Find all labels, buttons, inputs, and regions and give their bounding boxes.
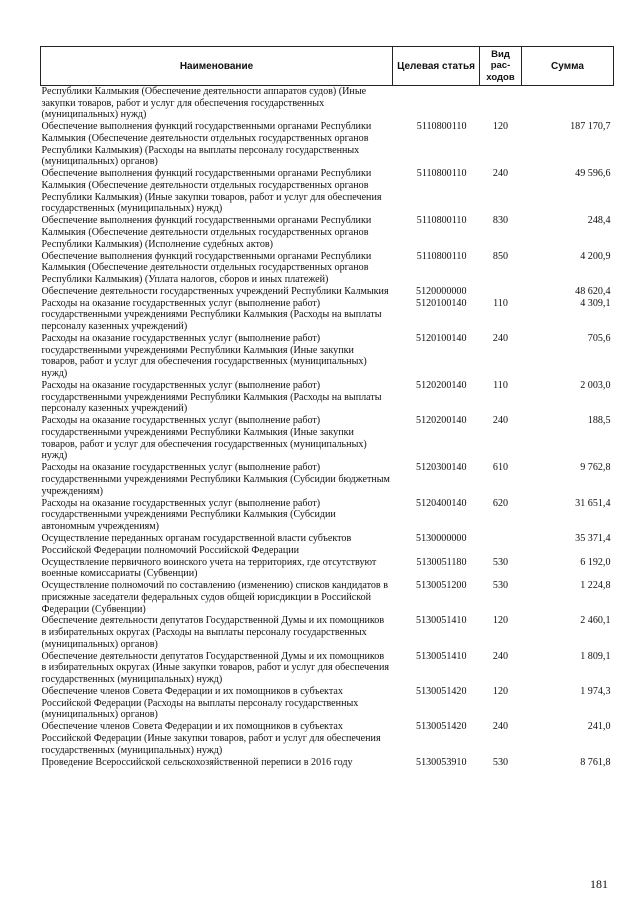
row-expense-type-cell: 850: [492, 250, 509, 262]
row-sum-cell: 31 651,4: [575, 497, 611, 509]
row-name-cell: Обеспечение выполнения функций государственными органами Республики Калмыкия (Обеспечение деятельности отдельных государственных органов Республики Калмыкия) (Иные закупки товаров, работ и услуг для обеспечения государственных (муниципальных) нужд): [41, 168, 382, 215]
table-row: [41, 121, 614, 168]
row-target-article-cell: 5130051420: [416, 686, 467, 698]
row-expense-type-cell: 120: [492, 686, 509, 698]
row-sum-cell: 1 974,3: [580, 686, 611, 698]
table-row: [41, 721, 614, 756]
header-target-article: Целевая статья: [393, 47, 480, 86]
row-name-cell: Расходы на оказание государственных услуг (выполнение работ) государственными учреждениями Республики Калмыкия (Иные закупки товаров, работ и услуг для обеспечения государственных (муниципальных) нужд): [41, 333, 367, 380]
row-target-article-cell: 5110800110: [416, 168, 467, 180]
row-expense-type-cell: 120: [492, 615, 509, 627]
table-row: [41, 462, 614, 497]
row-target-article-cell: 5120300140: [416, 462, 467, 474]
header-sum: Сумма: [522, 47, 614, 86]
row-expense-type-cell: 620: [492, 497, 509, 509]
table-row: [41, 168, 614, 215]
table-row: [41, 580, 614, 615]
row-expense-type-cell: 530: [492, 756, 509, 768]
row-sum-cell: 9 762,8: [580, 462, 611, 474]
table-row: [41, 251, 614, 286]
row-name-cell: Обеспечение выполнения функций государственными органами Республики Калмыкия (Обеспечение деятельности отдельных государственных органов Республики Калмыкия) (Расходы на выплаты персоналу государственных (муниципальных) органов): [41, 121, 372, 168]
table-row: [41, 415, 614, 462]
row-target-article-cell: [393, 86, 480, 122]
budget-table: [40, 46, 614, 769]
row-name-cell: Обеспечение деятельности государственных учреждений Республики Калмыкия: [41, 285, 389, 297]
row-sum-cell: 2 460,1: [580, 615, 611, 627]
row-sum-cell: 241,0: [587, 721, 611, 733]
row-name-cell: Осуществление переданных органам государственной власти субъектов Российской Федерации полномочий Российской Федерации: [41, 532, 352, 556]
row-sum-cell: 248,4: [587, 215, 611, 227]
row-target-article-cell: 5130051410: [416, 650, 467, 662]
row-name-cell: Расходы на оказание государственных услуг (выполнение работ) государственными учреждениями Республики Калмыкия (Расходы на выплаты персоналу казенных учреждений): [41, 297, 382, 333]
row-target-article-cell: 5120100140: [416, 297, 467, 309]
row-target-article-cell: 5120400140: [416, 497, 467, 509]
row-expense-type-cell: 240: [492, 168, 509, 180]
row-sum-cell: 4 200,9: [580, 250, 611, 262]
row-expense-type-cell: 530: [492, 556, 509, 568]
row-target-article-cell: 5120100140: [416, 333, 467, 345]
row-sum-cell: [522, 86, 614, 122]
page-number: 181: [590, 877, 608, 891]
row-sum-cell: 2 003,0: [580, 380, 611, 392]
row-sum-cell: 1 809,1: [580, 650, 611, 662]
table-row: [41, 533, 614, 557]
row-expense-type-cell: 240: [492, 415, 509, 427]
row-name-cell: Обеспечение деятельности депутатов Государственной Думы и их помощников в избирательных округах (Расходы на выплаты персоналу государственных (муниципальных) органов): [41, 615, 385, 650]
row-name-cell: Расходы на оказание государственных услуг (выполнение работ) государственными учреждениями Республики Калмыкия (Иные закупки товаров, работ и услуг для обеспечения государственных (муниципальных) нужд): [41, 415, 367, 462]
row-target-article-cell: 5120200140: [416, 380, 467, 392]
table-row: [41, 380, 614, 415]
row-target-article-cell: 5110800110: [416, 250, 467, 262]
row-expense-type-cell: [480, 86, 522, 122]
table-row: [41, 215, 614, 250]
header-expense-type: Вид рас-ходов: [480, 47, 522, 86]
row-name-cell: Обеспечение выполнения функций государственными органами Республики Калмыкия (Обеспечение деятельности отдельных государственных органов Республики Калмыкия) (Исполнение судебных актов): [41, 215, 372, 250]
row-name-cell: Расходы на оказание государственных услуг (выполнение работ) государственными учреждениями Республики Калмыкия (Субсидии бюджетным учреждениям): [41, 462, 390, 497]
row-name-cell: Осуществление первичного воинского учета на территориях, где отсутствуют военные комиссариаты (Субвенции): [41, 556, 377, 580]
table-row: [41, 615, 614, 650]
table-header-row: [41, 47, 614, 86]
row-sum-cell: 6 192,0: [580, 556, 611, 568]
row-name-cell: Расходы на оказание государственных услуг (выполнение работ) государственными учреждениями Республики Калмыкия (Расходы на выплаты персоналу казенных учреждений): [41, 380, 382, 415]
header-name: Наименование: [41, 47, 393, 86]
row-target-article-cell: 5130051410: [416, 615, 467, 627]
row-expense-type-cell: 240: [492, 721, 509, 733]
row-expense-type-cell: [480, 533, 522, 557]
row-expense-type-cell: 240: [492, 333, 509, 345]
row-sum-cell: 35 371,4: [575, 532, 611, 544]
row-expense-type-cell: 240: [492, 650, 509, 662]
row-sum-cell: 48 620,4: [575, 285, 611, 297]
row-sum-cell: 8 761,8: [580, 756, 611, 768]
row-sum-cell: 4 309,1: [580, 297, 611, 309]
row-expense-type-cell: 110: [493, 297, 508, 309]
table-row: [41, 333, 614, 380]
row-target-article-cell: 5130053910: [416, 756, 467, 768]
row-target-article-cell: 5120000000: [416, 285, 467, 297]
row-expense-type-cell: [480, 286, 522, 298]
row-sum-cell: 705,6: [587, 333, 611, 345]
table-row: [41, 651, 614, 686]
row-name-cell: Обеспечение выполнения функций государственными органами Республики Калмыкия (Обеспечение деятельности отдельных государственных органов Республики Калмыкия) (Уплата налогов, сборов и иных платежей): [41, 250, 372, 285]
row-target-article-cell: 5130000000: [416, 532, 467, 544]
row-expense-type-cell: 110: [493, 380, 508, 392]
budget-table-sheet: [40, 46, 613, 769]
row-sum-cell: 188,5: [587, 415, 611, 427]
table-row: [41, 286, 614, 298]
row-name-cell: Проведение Всероссийской сельскохозяйственной переписи в 2016 году: [41, 756, 353, 768]
row-target-article-cell: 5110800110: [416, 215, 467, 227]
row-name-cell: Обеспечение членов Совета Федерации и их помощников в субъектах Российской Федерации (Иные закупки товаров, работ и услуг для обеспечения государственных (муниципальных) нужд): [41, 721, 381, 756]
table-row: [41, 757, 614, 769]
table-row: [41, 298, 614, 333]
row-name-cell: Расходы на оказание государственных услуг (выполнение работ) государственными учреждениями Республики Калмыкия (Субсидии автономным учреждениям): [41, 497, 336, 533]
row-expense-type-cell: 120: [492, 121, 509, 133]
table-row: [41, 686, 614, 721]
row-target-article-cell: 5130051420: [416, 721, 467, 733]
row-target-article-cell: 5110800110: [416, 121, 467, 133]
row-sum-cell: 187 170,7: [570, 121, 611, 133]
row-name-cell: Осуществление полномочий по составлению (изменению) списков кандидатов в присяжные заседатели федеральных судов общей юрисдикции в Российской Федерации (Субвенции): [41, 580, 388, 615]
row-expense-type-cell: 530: [492, 580, 509, 592]
row-sum-cell: 1 224,8: [580, 580, 611, 592]
row-name-cell: Обеспечение членов Совета Федерации и их помощников в субъектах Российской Федерации (Расходы на выплаты персоналу государственных (муниципальных) органов): [41, 686, 359, 721]
row-target-article-cell: 5130051200: [416, 580, 467, 592]
table-row: [41, 86, 614, 122]
row-target-article-cell: 5130051180: [416, 556, 467, 568]
row-name-cell: Республики Калмыкия (Обеспечение деятельности аппаратов судов) (Иные закупки товаров, работ и услуг для обеспечения государственных (муниципальных) нужд): [41, 86, 393, 122]
row-sum-cell: 49 596,6: [575, 168, 611, 180]
row-name-cell: Обеспечение деятельности депутатов Государственной Думы и их помощников в избирательных округах (Иные закупки товаров, работ и услуг для обеспечения государственных (муниципальных) нужд): [41, 650, 389, 686]
table-row: [41, 498, 614, 533]
row-target-article-cell: 5120200140: [416, 415, 467, 427]
row-expense-type-cell: 830: [492, 215, 509, 227]
row-expense-type-cell: 610: [492, 462, 509, 474]
table-row: [41, 557, 614, 581]
